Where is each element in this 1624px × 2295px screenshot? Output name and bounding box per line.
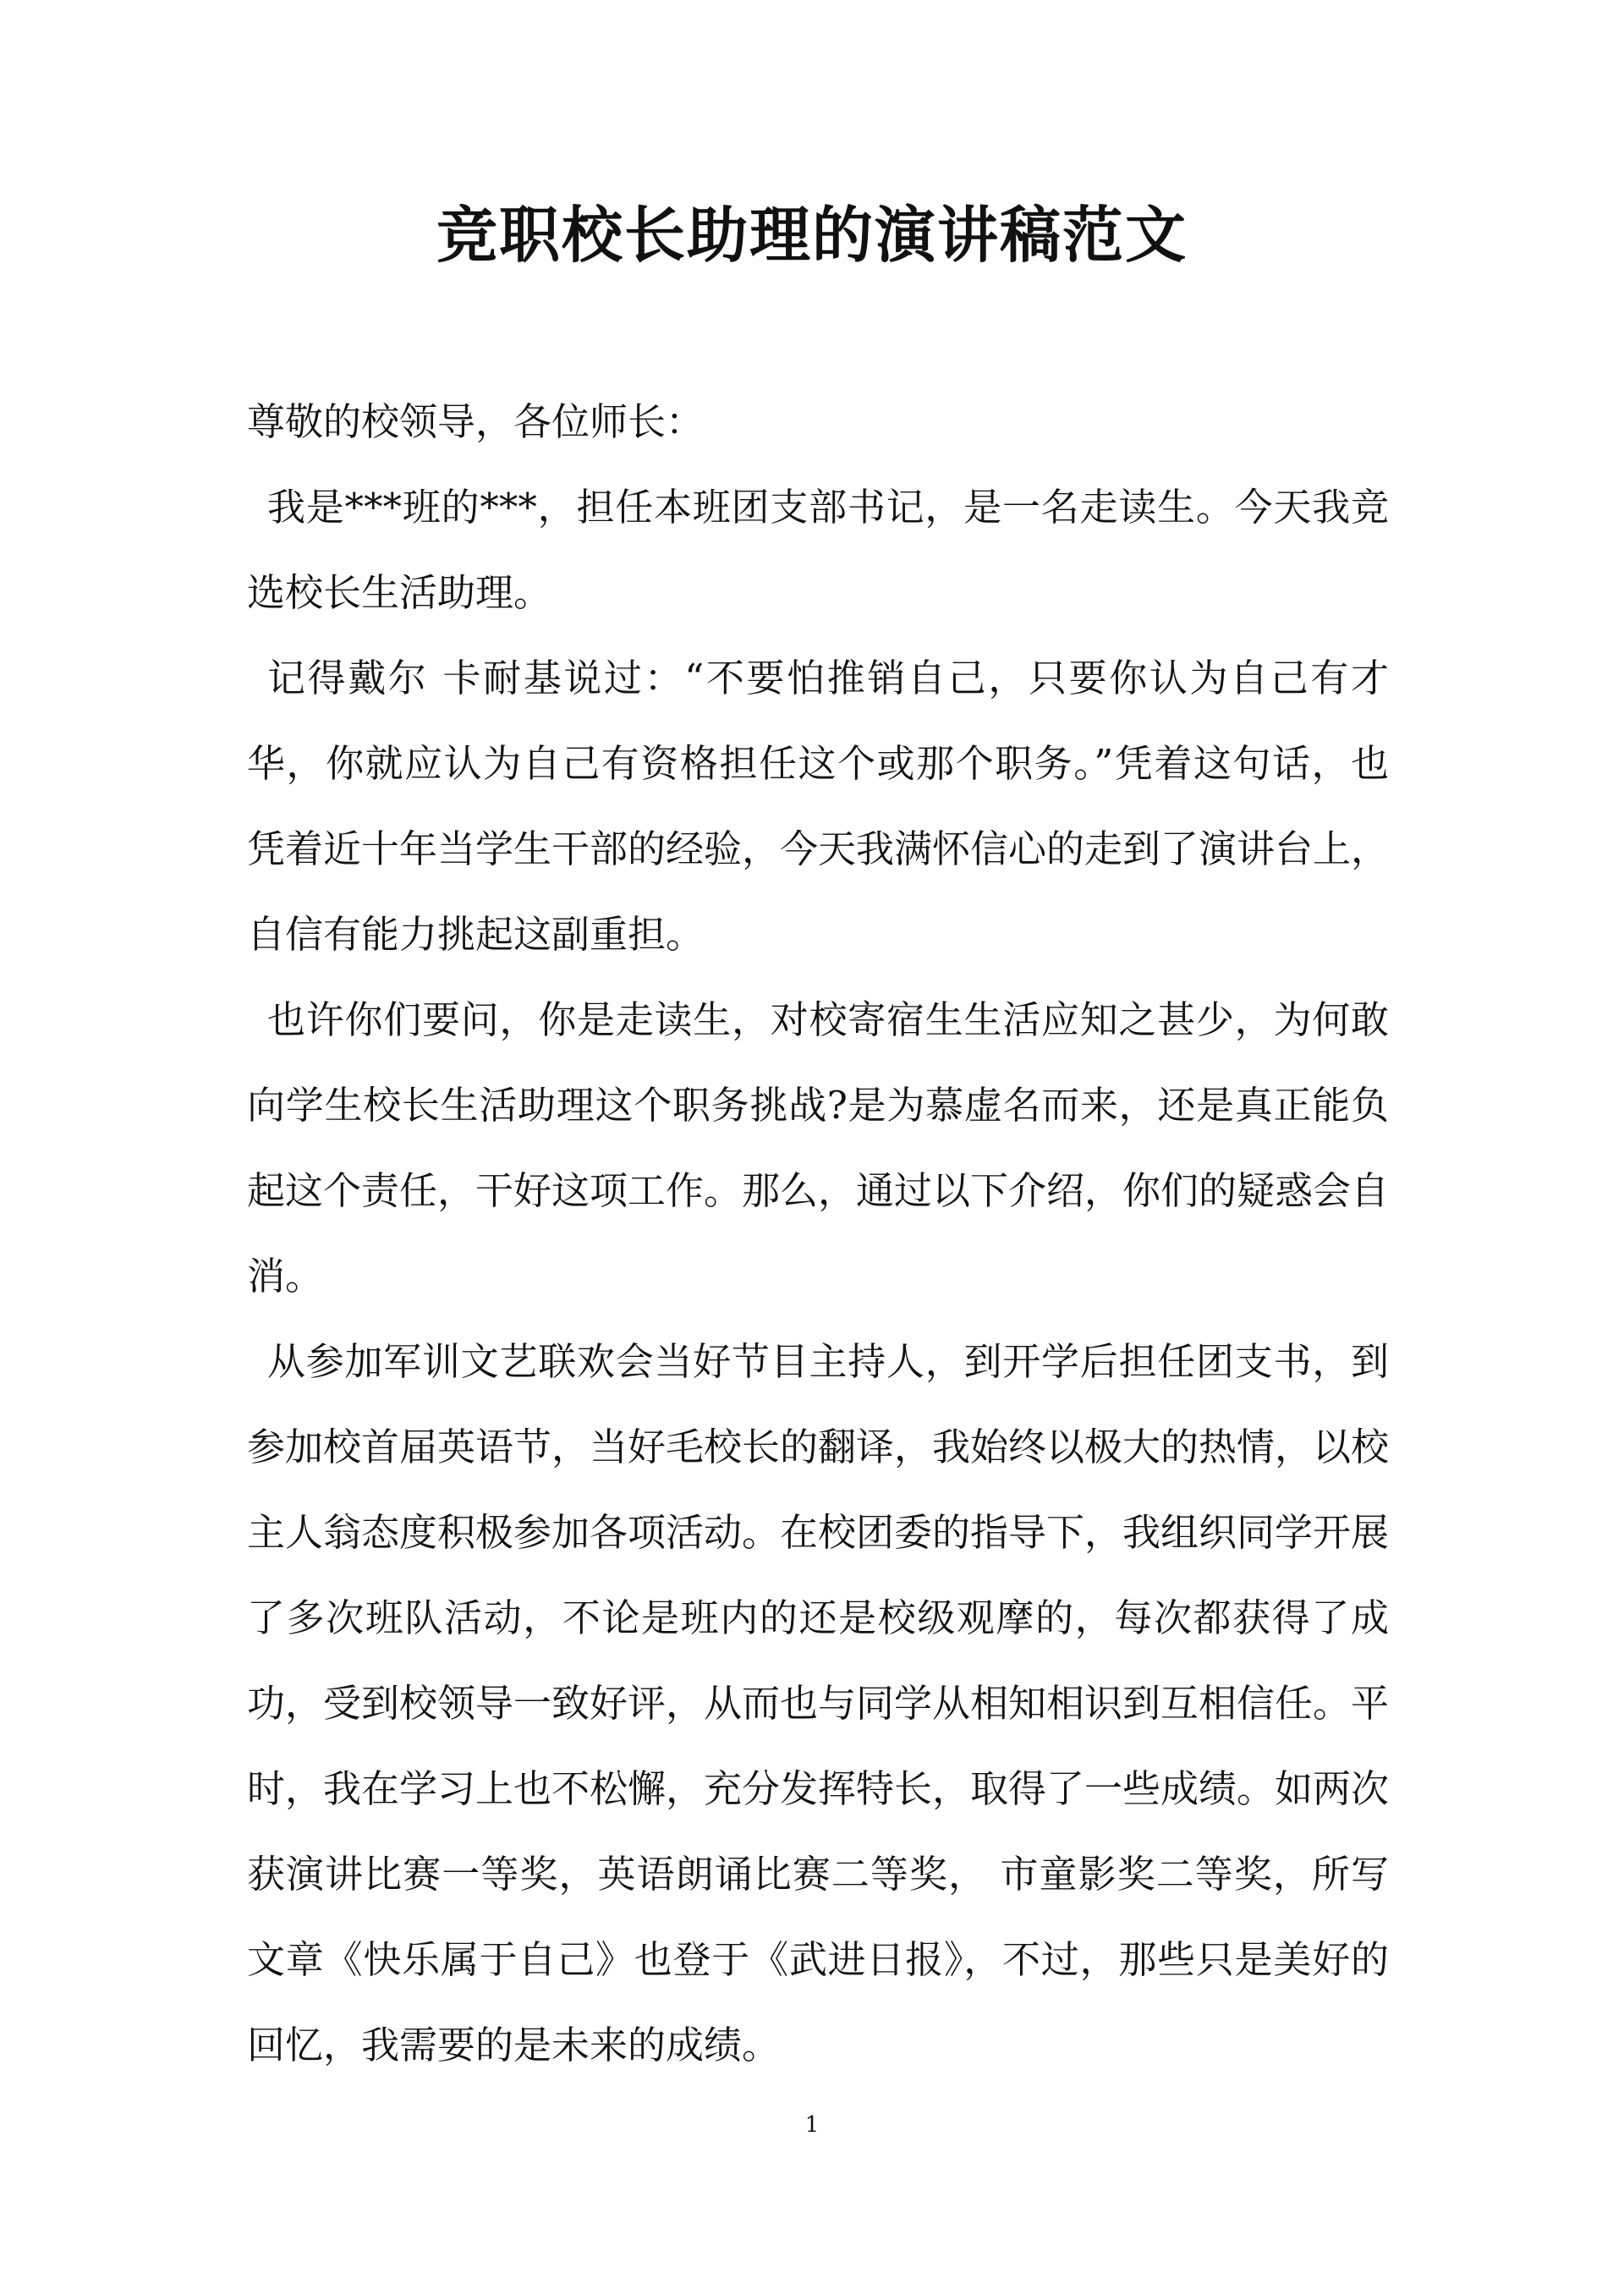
document-body: [247, 379, 1389, 2088]
salutation-paragraph: 尊敬的校领导，各位师长：: [247, 399, 705, 444]
body-paragraph: 也许你们要问，你是走读生，对校寄宿生生活应知之甚少，为何敢向学生校长生活助理这个职务挑战?是为慕虚名而来，还是真正能负起这个责任，干好这项工作。那么，通过以下介绍，你们的疑惑会自消。: [247, 997, 1390, 1298]
document-title: 竞职校长助理的演讲稿范文: [436, 199, 1188, 271]
body-paragraph: 记得戴尔 卡耐基说过：“不要怕推销自己，只要你认为自己有才华，你就应认为自己有资格担任这个或那个职务。”凭着这句话，也凭着近十年当学生干部的经验，今天我满怀信心的走到了演讲台上，自信有能力挑起这副重担。: [247, 656, 1390, 957]
page-number: 1: [804, 2112, 820, 2138]
body-paragraph: 从参加军训文艺联欢会当好节目主持人，到开学后担任团支书，到参加校首届英语节，当好毛校长的翻译，我始终以极大的热情，以校主人翁态度积极参加各项活动。在校团委的指导下，我组织同学开展了多次班队活动，不论是班内的还是校级观摩的，每次都获得了成功，受到校领导一致好评，从而也与同学从相知相识到互相信任。平时，我在学习上也不松懈，充分发挥特长，取得了一些成绩。如两次获演讲比赛一等奖，英语朗诵比赛二等奖， 市童影奖二等奖，所写文章《快乐属于自己》也登于《武进日报》，不过，那些只是美好的回忆，我需要的是未来的成绩。: [247, 1339, 1390, 2067]
body-paragraph: 我是***班的***，担任本班团支部书记，是一名走读生。今天我竞选校长生活助理。: [247, 485, 1389, 615]
